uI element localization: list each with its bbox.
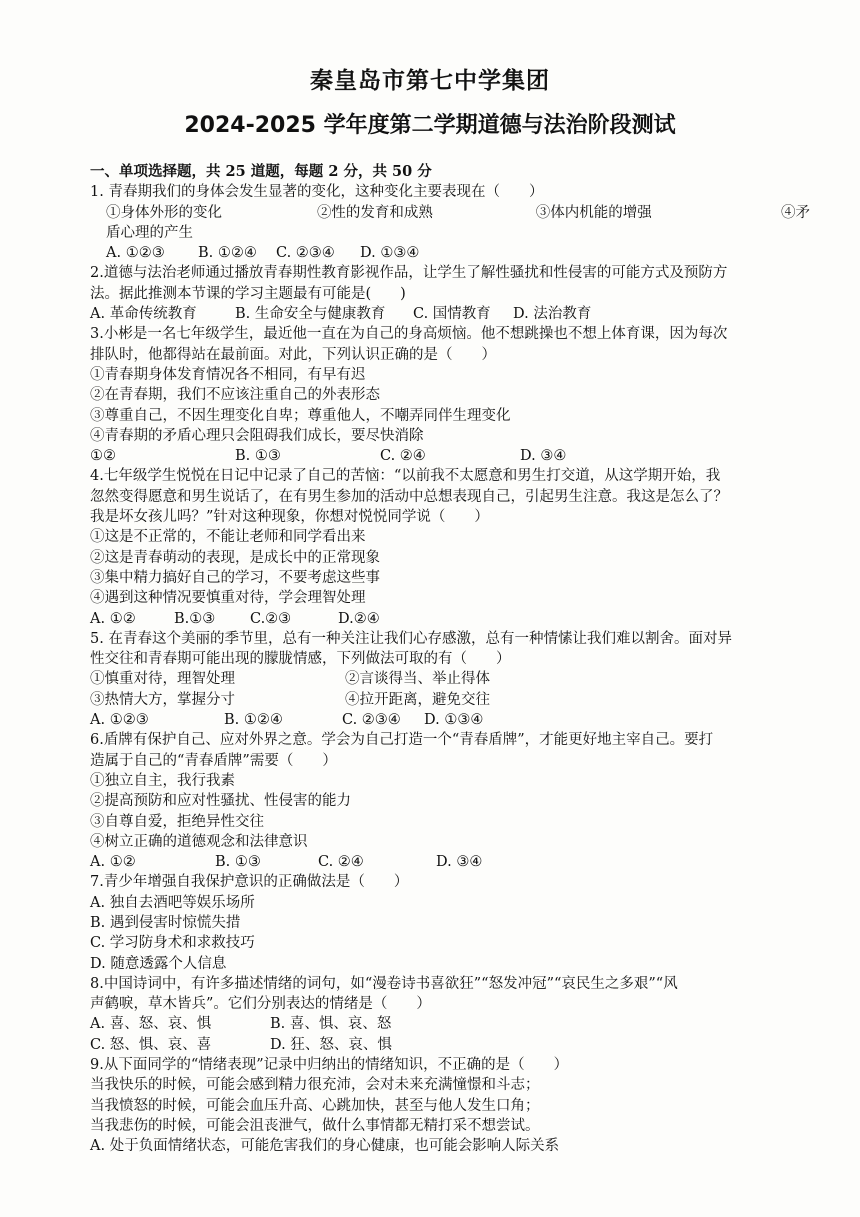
option-d: D.②④ (338, 610, 380, 627)
option-d: D. ③④ (520, 448, 567, 465)
option-c: C. ②③④ (342, 712, 401, 729)
option-d: D. ③④ (436, 854, 483, 871)
option-a: A. ①②③ (106, 245, 165, 262)
statement: ③尊重自己，不因生理变化自卑；尊重他人，不嘲弄同伴生理变化 (90, 407, 511, 424)
statement: ③体内机能的增强 (535, 204, 652, 221)
option-b: B. ①②④ (198, 245, 257, 262)
statement: ②在青春期，我们不应该注重自己的外表形态 (90, 387, 380, 404)
statement: ②这是青春萌动的表现，是成长中的正常现象 (90, 549, 380, 566)
statement-row (90, 690, 810, 710)
question-stem: 3.小彬是一名七年级学生，最近他一直在为自己的身高烦恼。他不想跳操也不想上体育课，因为每次 (90, 326, 728, 343)
option-d: D. 狂、怒、哀、惧 (270, 1036, 392, 1053)
statement: ③集中精力搞好自己的学习，不要考虑这些事 (90, 569, 380, 586)
answer-options (90, 243, 810, 263)
question-stem: 6.盾牌有保护自己、应对外界之意。学会为自己打造一个“青春盾牌”，才能更好地主宰自己。要打 (90, 732, 714, 749)
question-stem: 造属于自己的“青春盾牌”需要（ ） (90, 752, 337, 769)
statement: 当我愤怒的时候，可能会血压升高、心跳加快，甚至与他人发生口角； (90, 1097, 540, 1114)
statement: ②性的发育和成熟 (316, 204, 433, 221)
statement: ④矛 (781, 204, 810, 221)
question-stem: 我是坏女孩儿吗？”针对这种现象，你想对悦悦同学说（ ） (90, 509, 489, 526)
option-b: B.①③ (174, 610, 216, 627)
statement: ④遇到这种情况要慎重对待，学会理智处理 (90, 590, 366, 607)
answer-options (90, 304, 810, 324)
option-a: A. 独自去酒吧等娱乐场所 (90, 894, 255, 911)
statement: ①独立自主，我行我素 (90, 772, 235, 789)
question-stem: 忽然变得愿意和男生说话了，在有男生参加的活动中总想表现自己，引起男生注意。我这是怎么了？ (90, 488, 728, 505)
option-d: D. ①③④ (424, 712, 484, 729)
question-stem: 排队时，他都得站在最前面。对此，下列认识正确的是（ ） (90, 346, 496, 363)
statement: ①身体外形的变化 (106, 204, 222, 221)
answer-options (90, 446, 810, 466)
answer-options (90, 609, 810, 629)
option-c: C. ②④ (380, 448, 426, 465)
option-d: D. 随意透露个人信息 (90, 955, 227, 972)
question-stem: 4.七年级学生悦悦在日记中记录了自己的苦恼：“以前我不太愿意和男生打交道，从这学期开始，我 (90, 468, 721, 485)
statement: ①慎重对待，理智处理 (90, 671, 235, 688)
option-a: A. ①② (90, 854, 136, 871)
answer-options (90, 1014, 810, 1034)
statement: ①青春期身体发育情况各不相同，有早有迟 (90, 366, 366, 383)
question-stem: 9.从下面同学的“情绪表现”记录中归纳出的情绪知识，不正确的是（ ） (90, 1057, 569, 1074)
answer-options (90, 852, 810, 872)
statement: ④青春期的矛盾心理只会阻碍我们成长，要尽快消除 (90, 427, 424, 444)
statement: ③自尊自爱，拒绝异性交往 (90, 813, 264, 830)
statement: ③热情大方，掌握分寸 (90, 691, 235, 708)
exam-title: 2024-2025 学年度第二学期道德与法治阶段测试 (184, 113, 676, 138)
section-heading: 一、单项选择题，共 25 道题，每题 2 分，共 50 分 (90, 163, 432, 180)
option-d: D. 法治教育 (513, 306, 592, 323)
question-stem: 1. 青春期我们的身体会发生显著的变化，这种变化主要表现在（ ） (90, 184, 544, 201)
question-stem: 声鹤唳，草木皆兵”。它们分别表达的情绪是（ ） (90, 996, 431, 1013)
option-a: A. 革命传统教育 (90, 306, 197, 323)
option-b: B. ①③ (215, 854, 261, 871)
question-stem: 7.青少年增强自我保护意识的正确做法是（ ） (90, 874, 409, 891)
statement: ①这是不正常的，不能让老师和同学看出来 (90, 529, 366, 546)
option-a: A. ①②③ (90, 712, 149, 729)
school-title: 秦皇岛市第七中学集团 (310, 68, 550, 94)
statement: ②提高预防和应对性骚扰、性侵害的能力 (90, 793, 351, 810)
statement: ④拉开距离，避免交往 (345, 691, 490, 708)
option-a: A. 处于负面情绪状态，可能危害我们的身心健康，也可能会影响人际关系 (90, 1138, 560, 1155)
statement: 当我快乐的时候，可能会感到精力很充沛，会对未来充满憧憬和斗志； (90, 1077, 540, 1094)
option-c: C. 国情教育 (413, 306, 491, 323)
option-a: A. ①② (90, 610, 136, 627)
question-stem: 法。据此推测本节课的学习主题最有可能是( ) (90, 285, 406, 302)
option-d: D. ①③④ (360, 245, 420, 262)
option-b: B. ①③ (235, 448, 281, 465)
option-b: B. 生命安全与健康教育 (235, 306, 386, 323)
option-c: C. ②④ (318, 854, 364, 871)
question-stem: 8.中国诗词中，有许多描述情绪的词句，如“漫卷诗书喜欲狂”“怒发冲冠”“哀民生之多艰”“风 (90, 975, 678, 992)
statement: 盾心理的产生 (106, 224, 193, 241)
option-c: C. 学习防身术和求救技巧 (90, 935, 255, 952)
option-a: ①② (90, 448, 116, 465)
statement: 当我悲伤的时候，可能会沮丧泄气，做什么事情都无精打采不想尝试。 (90, 1117, 540, 1134)
statement: ②言谈得当、举止得体 (345, 671, 490, 688)
question-list (90, 162, 810, 1157)
option-a: A. 喜、怒、哀、惧 (90, 1016, 212, 1033)
option-c: C.②③ (250, 610, 292, 627)
option-b: B. ①②④ (224, 712, 283, 729)
question-stem: 5. 在青春这个美丽的季节里，总有一种关注让我们心存感激，总有一种情愫让我们难以割舍。面对异 (90, 630, 732, 647)
option-b: B. 遇到侵害时惊慌失措 (90, 914, 241, 931)
answer-options (90, 710, 810, 730)
option-c: C. 怒、惧、哀、喜 (90, 1036, 212, 1053)
option-c: C. ②③④ (276, 245, 335, 262)
statement: ④树立正确的道德观念和法律意识 (90, 833, 308, 850)
question-stem: 性交往和青春期可能出现的朦胧情感，下列做法可取的有（ ） (90, 651, 511, 668)
answer-options (90, 1035, 810, 1055)
option-b: B. 喜、惧、哀、怒 (270, 1016, 392, 1033)
question-stem: 2.道德与法治老师通过播放青春期性教育影视作品，让学生了解性骚扰和性侵害的可能方式及预防方 (90, 265, 728, 282)
statement-row (90, 669, 810, 689)
statement-row (90, 203, 810, 223)
